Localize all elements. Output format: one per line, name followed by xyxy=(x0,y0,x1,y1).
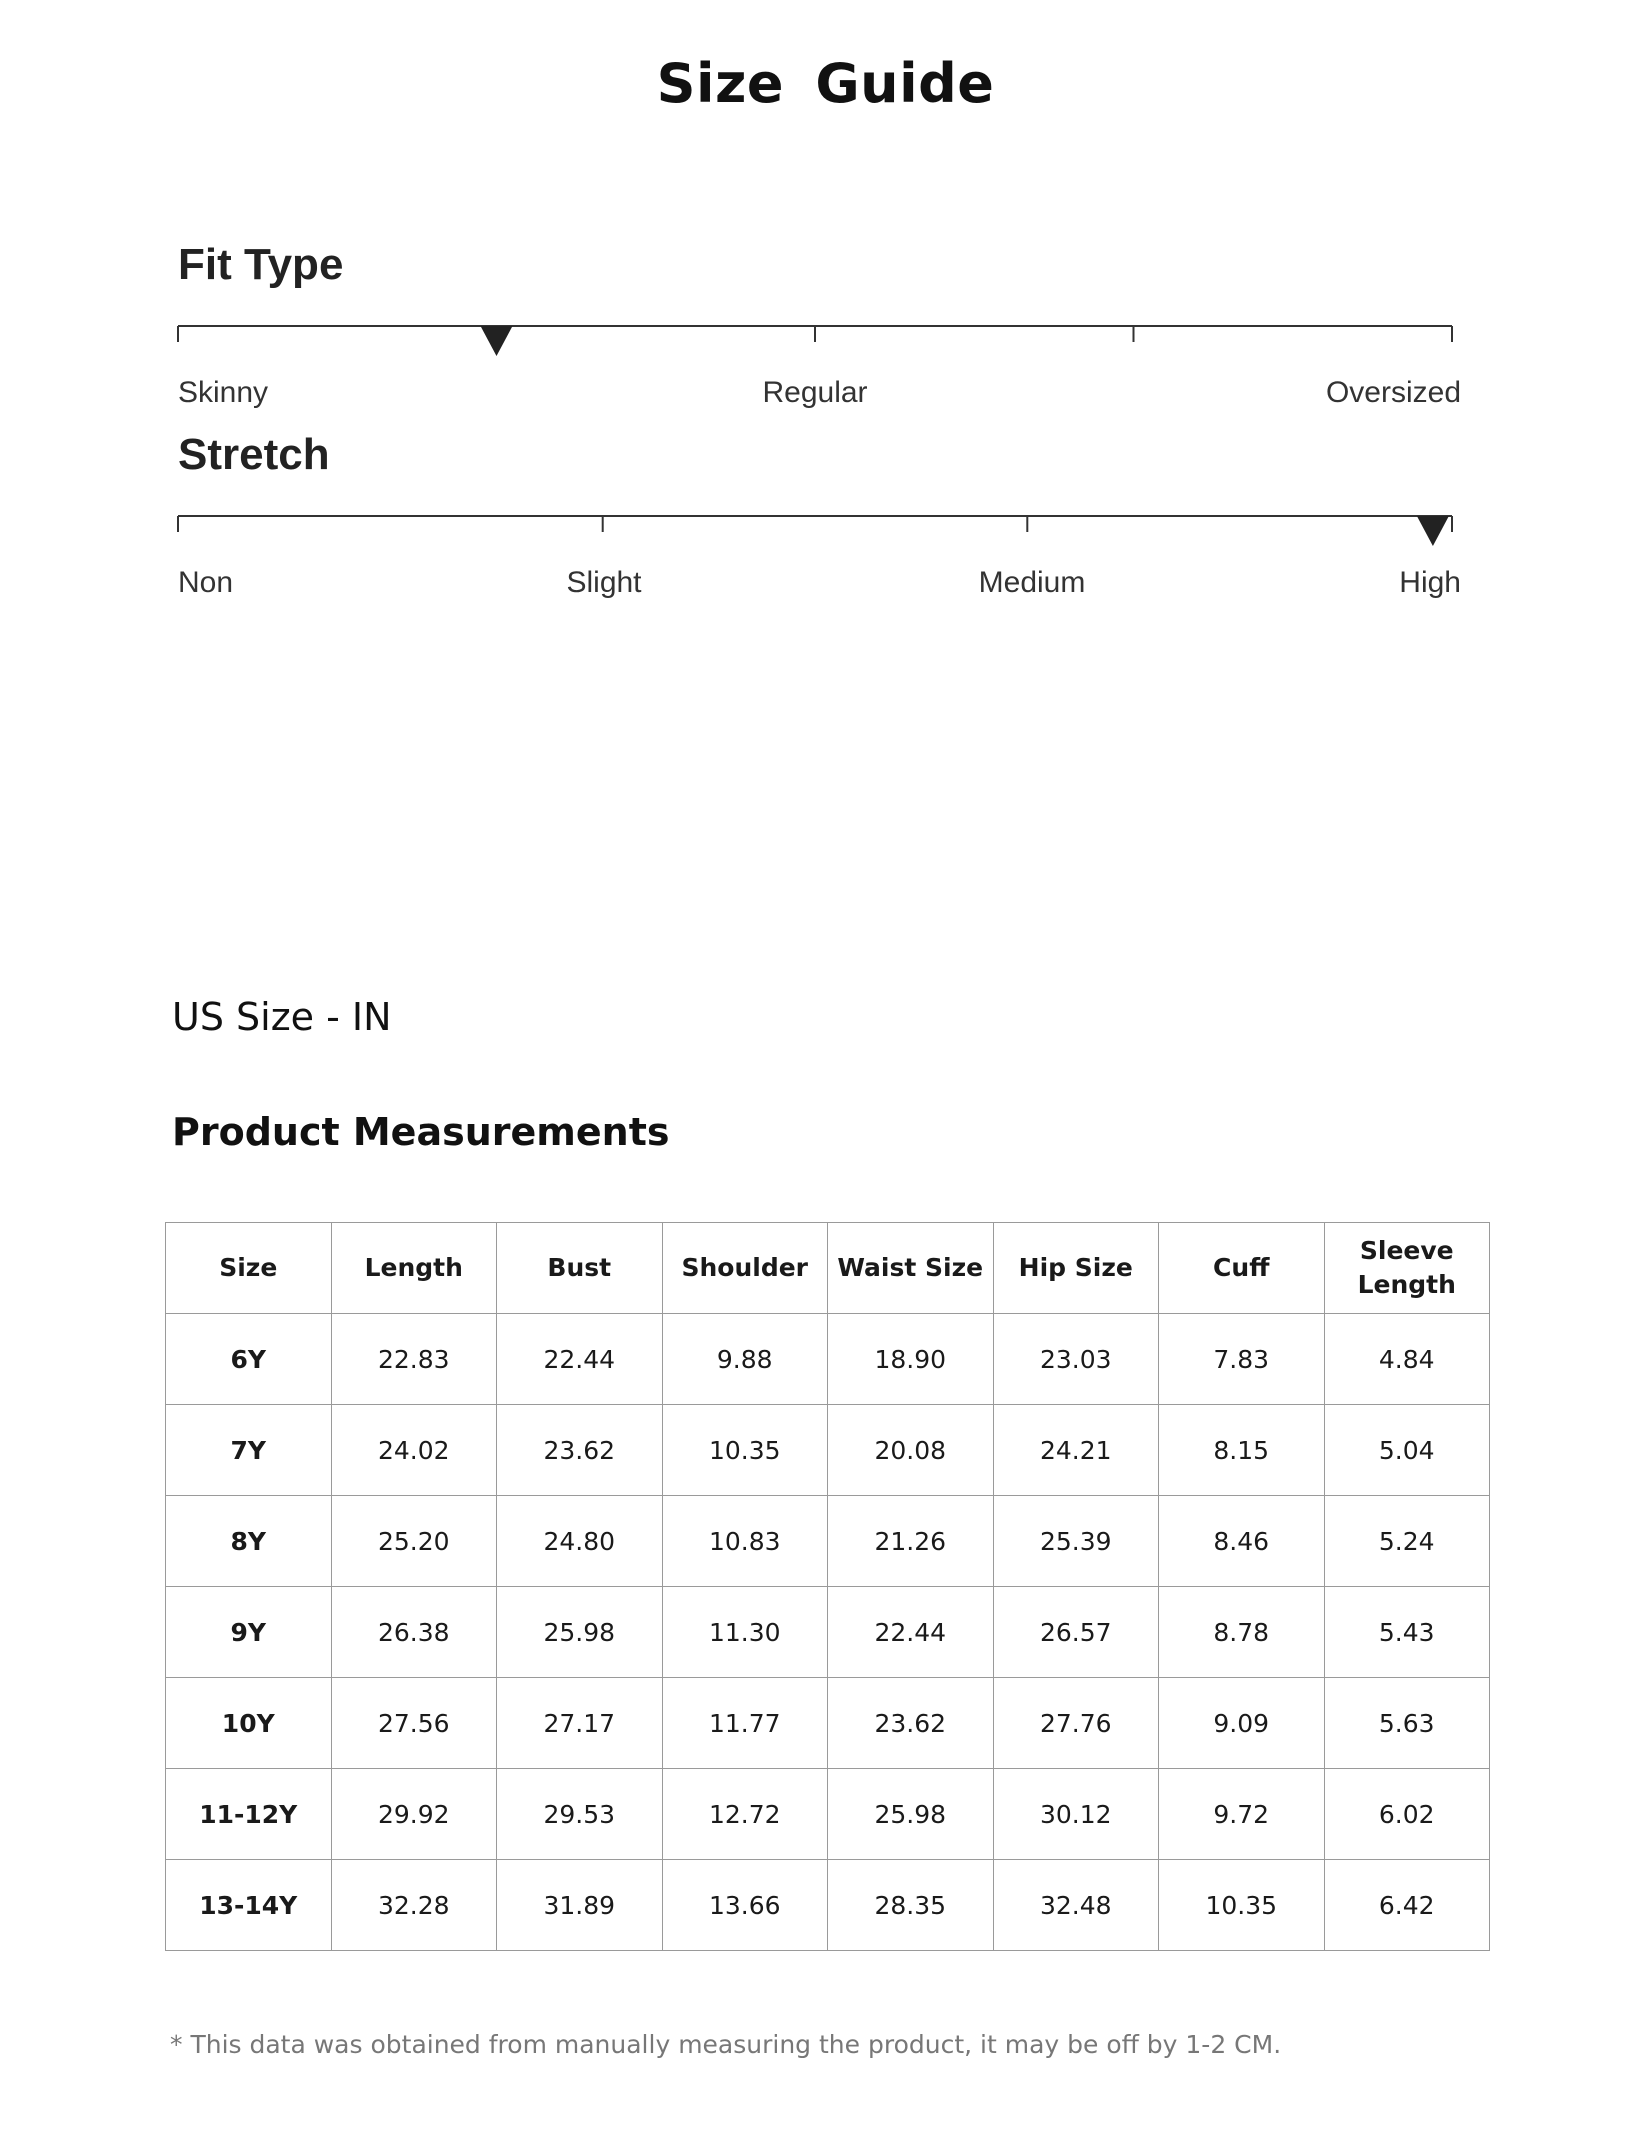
table-cell: 23.62 xyxy=(828,1678,994,1769)
stretch-scale xyxy=(170,500,1470,560)
table-cell: 27.17 xyxy=(497,1678,663,1769)
fit-type-label-regular: Regular xyxy=(762,376,868,409)
stretch-label-slight: Slight xyxy=(566,566,642,599)
column-header: Bust xyxy=(497,1223,663,1314)
table-row xyxy=(166,1405,1490,1496)
column-header: Shoulder xyxy=(662,1223,828,1314)
column-header: Waist Size xyxy=(828,1223,994,1314)
table-cell: 9.88 xyxy=(662,1314,828,1405)
table-cell: 25.98 xyxy=(497,1587,663,1678)
table-cell: 27.56 xyxy=(331,1678,497,1769)
table-cell: 6.42 xyxy=(1324,1860,1490,1951)
table-cell: 32.48 xyxy=(993,1860,1159,1951)
table-cell: 25.98 xyxy=(828,1769,994,1860)
measurements-table xyxy=(165,1222,1490,1951)
size-cell: 10Y xyxy=(166,1678,332,1769)
column-header: Sleeve Length xyxy=(1324,1223,1490,1314)
table-cell: 10.83 xyxy=(662,1496,828,1587)
table-cell: 11.77 xyxy=(662,1678,828,1769)
table-cell: 10.35 xyxy=(662,1405,828,1496)
column-header: Size xyxy=(166,1223,332,1314)
table-row xyxy=(166,1769,1490,1860)
stretch-indicator-icon xyxy=(1417,516,1449,546)
table-cell: 27.76 xyxy=(993,1678,1159,1769)
fit-type-heading: Fit Type xyxy=(178,240,344,289)
table-cell: 4.84 xyxy=(1324,1314,1490,1405)
size-cell: 11-12Y xyxy=(166,1769,332,1860)
table-cell: 8.15 xyxy=(1159,1405,1325,1496)
table-cell: 8.46 xyxy=(1159,1496,1325,1587)
stretch-label-high: High xyxy=(1399,566,1461,599)
table-cell: 5.63 xyxy=(1324,1678,1490,1769)
fit-type-scale xyxy=(170,310,1470,370)
table-cell: 7.83 xyxy=(1159,1314,1325,1405)
column-header: Cuff xyxy=(1159,1223,1325,1314)
table-cell: 22.44 xyxy=(497,1314,663,1405)
table-cell: 6.02 xyxy=(1324,1769,1490,1860)
table-cell: 9.72 xyxy=(1159,1769,1325,1860)
size-cell: 6Y xyxy=(166,1314,332,1405)
table-row xyxy=(166,1587,1490,1678)
size-cell: 13-14Y xyxy=(166,1860,332,1951)
page-title: Size Guide xyxy=(656,52,995,115)
table-cell: 13.66 xyxy=(662,1860,828,1951)
table-cell: 21.26 xyxy=(828,1496,994,1587)
table-cell: 20.08 xyxy=(828,1405,994,1496)
fit-type-indicator-icon xyxy=(481,326,513,356)
table-row xyxy=(166,1496,1490,1587)
table-cell: 23.62 xyxy=(497,1405,663,1496)
table-cell: 24.02 xyxy=(331,1405,497,1496)
table-row xyxy=(166,1314,1490,1405)
stretch-heading: Stretch xyxy=(178,430,330,479)
fit-type-label-oversized: Oversized xyxy=(1325,376,1461,409)
table-cell: 8.78 xyxy=(1159,1587,1325,1678)
size-cell: 8Y xyxy=(166,1496,332,1587)
us-size-label: US Size - IN xyxy=(172,995,392,1039)
table-cell: 9.09 xyxy=(1159,1678,1325,1769)
table-row xyxy=(166,1678,1490,1769)
table-cell: 22.83 xyxy=(331,1314,497,1405)
table-cell: 22.44 xyxy=(828,1587,994,1678)
table-cell: 11.30 xyxy=(662,1587,828,1678)
table-cell: 29.92 xyxy=(331,1769,497,1860)
size-cell: 9Y xyxy=(166,1587,332,1678)
column-header: Length xyxy=(331,1223,497,1314)
table-cell: 5.43 xyxy=(1324,1587,1490,1678)
table-cell: 10.35 xyxy=(1159,1860,1325,1951)
table-cell: 25.39 xyxy=(993,1496,1159,1587)
table-cell: 5.04 xyxy=(1324,1405,1490,1496)
table-cell: 23.03 xyxy=(993,1314,1159,1405)
size-cell: 7Y xyxy=(166,1405,332,1496)
fit-type-label-skinny: Skinny xyxy=(178,376,269,409)
table-cell: 28.35 xyxy=(828,1860,994,1951)
table-header-row xyxy=(166,1223,1490,1314)
table-cell: 29.53 xyxy=(497,1769,663,1860)
table-cell: 24.80 xyxy=(497,1496,663,1587)
column-header: Hip Size xyxy=(993,1223,1159,1314)
table-cell: 26.38 xyxy=(331,1587,497,1678)
table-cell: 32.28 xyxy=(331,1860,497,1951)
table-cell: 24.21 xyxy=(993,1405,1159,1496)
table-cell: 5.24 xyxy=(1324,1496,1490,1587)
product-measurements-heading: Product Measurements xyxy=(172,1110,670,1154)
table-cell: 31.89 xyxy=(497,1860,663,1951)
measurement-note: * This data was obtained from manually measuring the product, it may be off by 1-2 CM. xyxy=(170,2030,1282,2059)
table-cell: 12.72 xyxy=(662,1769,828,1860)
table-cell: 25.20 xyxy=(331,1496,497,1587)
table-cell: 26.57 xyxy=(993,1587,1159,1678)
table-cell: 18.90 xyxy=(828,1314,994,1405)
stretch-label-medium: Medium xyxy=(978,566,1086,599)
stretch-label-non: Non xyxy=(178,566,234,599)
table-cell: 30.12 xyxy=(993,1769,1159,1860)
table-row xyxy=(166,1860,1490,1951)
